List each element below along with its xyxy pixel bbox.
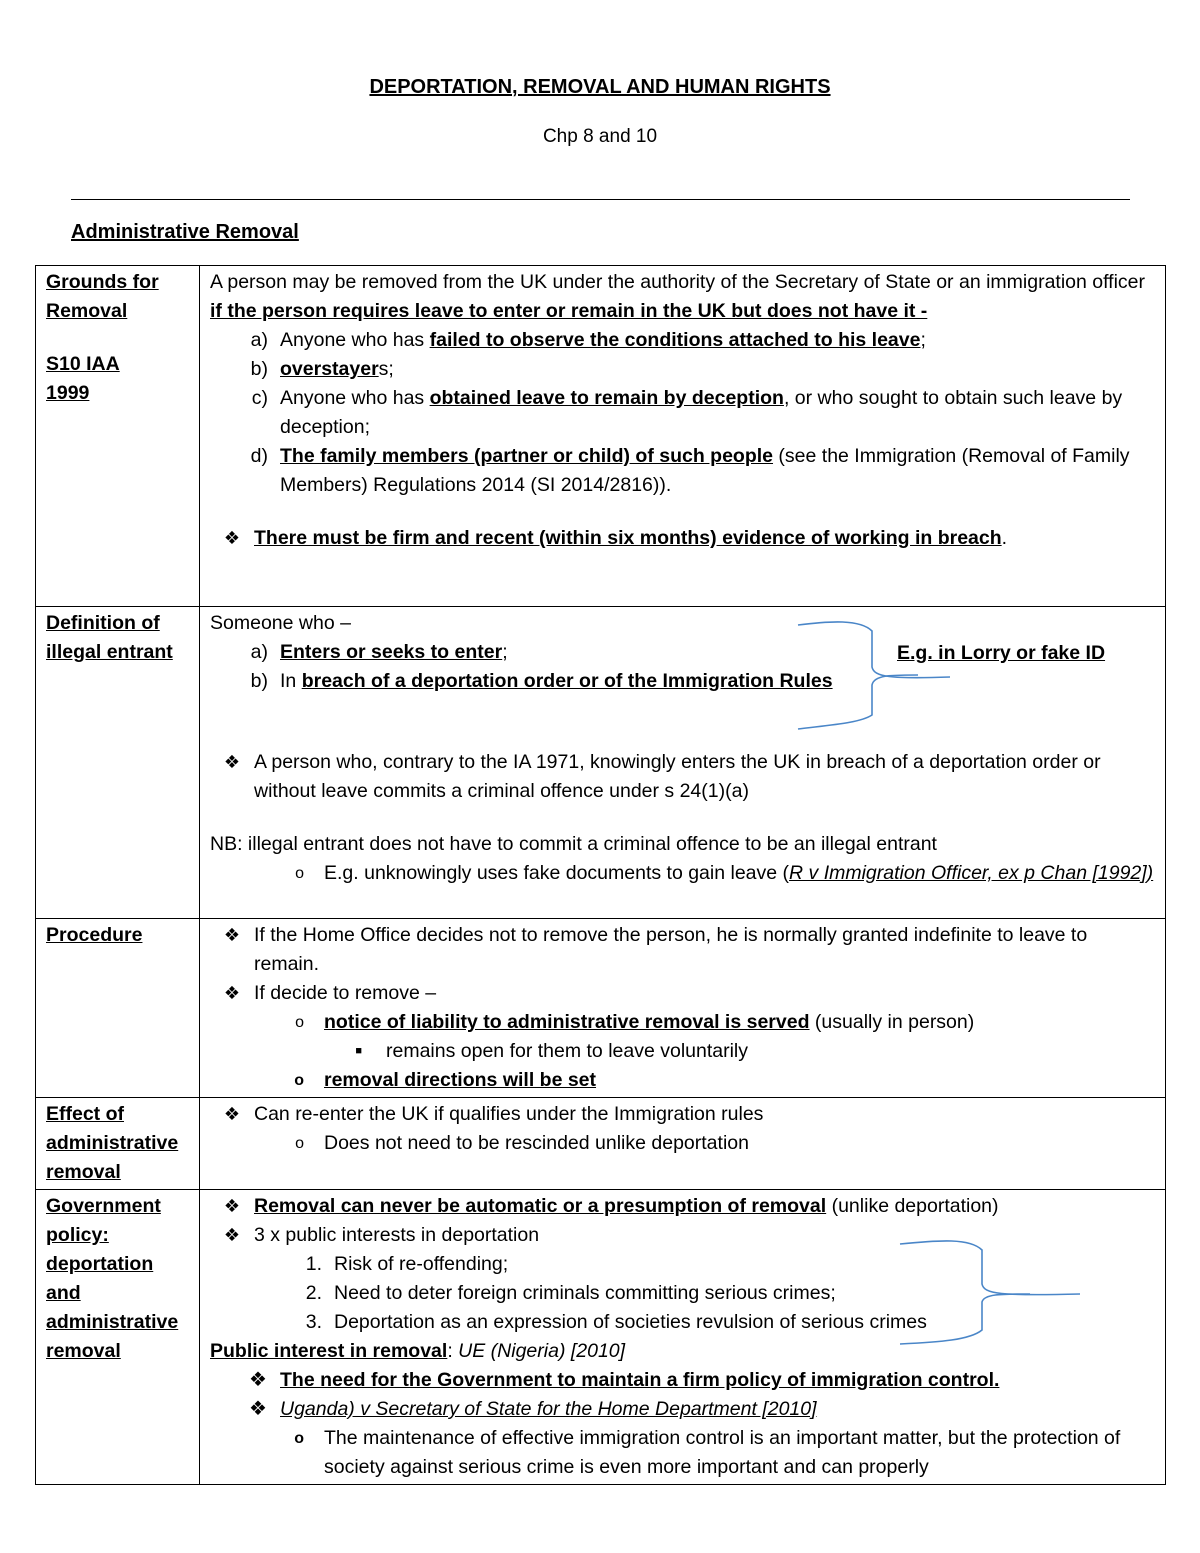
text: The family members (partner or child) of such people [280, 445, 774, 467]
list-marker: b) [250, 358, 268, 380]
row-content [200, 919, 1166, 1098]
section-heading: Administrative Removal [71, 221, 299, 243]
diamond-bullet-icon: ❖ [223, 925, 241, 945]
list-marker: b) [250, 670, 268, 692]
list-text [280, 355, 1157, 384]
list-item [210, 1395, 1157, 1424]
row-content [200, 607, 1166, 919]
list-text: removal directions will be set [324, 1069, 597, 1091]
spacer [46, 326, 191, 350]
text: Anyone who has [280, 329, 430, 351]
list-marker: d) [250, 445, 268, 467]
list-text [324, 859, 1157, 888]
list-item [210, 384, 1157, 442]
row-label [36, 1098, 200, 1190]
text: (unlike deportation) [826, 1195, 999, 1217]
paragraph [210, 268, 1157, 326]
table-row [36, 1098, 1166, 1190]
diamond-bullet-icon: ❖ [223, 1196, 241, 1216]
diamond-bullet-icon: ❖ [223, 983, 241, 1003]
text: Anyone who has [280, 387, 430, 409]
list-item [210, 1366, 1157, 1395]
text: : [447, 1340, 459, 1362]
text: obtained leave to remain by deception [429, 387, 784, 409]
diamond-bullet-icon: ❖ [249, 1369, 267, 1391]
list-item [210, 1424, 1157, 1482]
list-marker: 3. [305, 1311, 322, 1333]
text: if the person requires leave to enter or remain in the UK but does not have it - [210, 300, 928, 322]
paragraph: Someone who – [210, 612, 351, 634]
list-text [280, 667, 1157, 696]
list-text [280, 326, 1157, 355]
list-marker: a) [250, 329, 268, 351]
spacer [210, 806, 1157, 830]
row-content [200, 1098, 1166, 1190]
list-text [280, 442, 1157, 500]
list-marker: c) [251, 387, 268, 409]
square-bullet-icon: ■ [355, 1045, 362, 1057]
text: notice of liability to administrative removal is served [324, 1011, 810, 1033]
table-row [36, 919, 1166, 1098]
label-text: S10 IAA 1999 [46, 353, 120, 404]
case-citation: UE (Nigeria) [2010] [458, 1340, 626, 1362]
table-row [36, 266, 1166, 607]
circle-bullet-icon: o [295, 1135, 304, 1152]
diamond-bullet-icon: ❖ [223, 752, 241, 772]
text: In [280, 670, 302, 692]
text: E.g. unknowingly uses fake documents to gain leave ( [324, 862, 790, 884]
label-text: Effect of administrative removal [46, 1103, 179, 1183]
text: ; [502, 641, 508, 663]
list-text [280, 384, 1157, 442]
list-text: The need for the Government to maintain a firm policy of immigration control. [280, 1369, 1000, 1391]
list-text: A person who, contrary to the IA 1971, knowingly enters the UK in breach of a deportation order or without leave commits a criminal offence under s 24(1)(a) [254, 751, 1101, 802]
list-text: remains open for them to leave voluntarily [386, 1040, 749, 1062]
label-text: Grounds for Removal [46, 271, 159, 322]
list-marker: a) [250, 641, 268, 663]
list-item [210, 1008, 1157, 1037]
spacer [210, 696, 1157, 748]
text: (see the Immigration (Removal of Family Members) Regulations 2014 (SI 2014/2816)). [280, 445, 1130, 496]
row-label [36, 607, 200, 919]
case-citation: R v Immigration Officer, ex p Chan [1992]) [789, 862, 1154, 884]
list-item [210, 748, 1157, 806]
case-citation: Uganda) v Secretary of State for the Home Department [2010] [280, 1398, 817, 1420]
text: Removal can never be automatic or a presumption of removal [254, 1195, 827, 1217]
list-item [210, 921, 1157, 979]
list-text [254, 524, 1157, 553]
table-row [36, 607, 1166, 919]
label-text: Government policy: deportation and administrative removal [46, 1195, 179, 1362]
list-text: The maintenance of effective immigration control is an important matter, but the protection of society against serious crime is even more important and can properly [324, 1427, 1121, 1478]
diamond-bullet-icon: ❖ [223, 1104, 241, 1124]
list-marker: 2. [305, 1282, 322, 1304]
list-item [210, 1037, 1157, 1066]
row-content [200, 266, 1166, 607]
bracket-annotation-icon [790, 619, 970, 731]
diamond-bullet-icon: ❖ [223, 528, 241, 548]
list-text [324, 1008, 1157, 1037]
text: ; [920, 329, 926, 351]
list-text: Can re-enter the UK if qualifies under the Immigration rules [254, 1103, 764, 1125]
page-title: DEPORTATION, REMOVAL AND HUMAN RIGHTS [369, 76, 831, 98]
list-text: If decide to remove – [254, 982, 437, 1004]
label-text: Procedure [46, 924, 143, 946]
text: , or who sought to obtain such leave by deception; [280, 387, 1123, 438]
list-item [210, 979, 1157, 1008]
list-item [210, 667, 1157, 696]
text: Enters or seeks to enter [280, 641, 503, 663]
list-item [210, 1100, 1157, 1129]
list-text [254, 1192, 1157, 1221]
text: . [1001, 527, 1008, 549]
circle-bullet-icon: o [294, 1072, 304, 1089]
circle-bullet-icon: o [294, 1430, 304, 1447]
list-item [210, 326, 1157, 355]
page-subtitle: Chp 8 and 10 [542, 126, 658, 147]
table-row [36, 1190, 1166, 1485]
list-text: Deportation as an expression of societies revulsion of serious crimes [334, 1311, 927, 1333]
text: There must be firm and recent (within six months) evidence of working in breach [254, 527, 1002, 549]
list-item [210, 442, 1157, 500]
text: overstayer [280, 358, 379, 380]
list-item [210, 1192, 1157, 1221]
row-content [200, 1190, 1166, 1485]
row-label [36, 1190, 200, 1485]
circle-bullet-icon: o [295, 865, 304, 882]
list-item [210, 1129, 1157, 1158]
diamond-bullet-icon: ❖ [223, 1225, 241, 1245]
list-marker: 1. [305, 1253, 322, 1275]
diamond-bullet-icon: ❖ [249, 1398, 267, 1420]
list-text: Need to deter foreign criminals committing serious crimes; [334, 1282, 836, 1304]
text: s; [378, 358, 394, 380]
list-item [210, 355, 1157, 384]
text: Public interest in removal [210, 1340, 448, 1362]
spacer [210, 500, 1157, 524]
notes-table [35, 265, 1166, 1485]
row-label [36, 266, 200, 607]
list-text: Risk of re-offending; [334, 1253, 509, 1275]
list-item [210, 1066, 1157, 1095]
list-item [210, 524, 1157, 553]
row-label [36, 919, 200, 1098]
side-annotation: E.g. in Lorry or fake ID [897, 642, 1106, 664]
list-text: If the Home Office decides not to remove the person, he is normally granted indefinite to leave to remain. [254, 924, 1088, 975]
text: A person may be removed from the UK under the authority of the Secretary of State or an immigration officer [210, 271, 1146, 293]
text: breach of a deportation order or of the Immigration Rules [301, 670, 833, 692]
text: failed to observe the conditions attached to his leave [429, 329, 921, 351]
text: (usually in person) [809, 1011, 975, 1033]
divider [71, 199, 1130, 200]
circle-bullet-icon: o [295, 1014, 304, 1031]
label-text: Definition of illegal entrant [46, 612, 173, 663]
paragraph: NB: illegal entrant does not have to commit a criminal offence to be an illegal entrant [210, 833, 937, 855]
list-text: Does not need to be rescinded unlike deportation [324, 1132, 749, 1154]
list-text: 3 x public interests in deportation [254, 1224, 540, 1246]
bracket-annotation-icon [890, 1238, 1090, 1350]
list-item [210, 859, 1157, 888]
